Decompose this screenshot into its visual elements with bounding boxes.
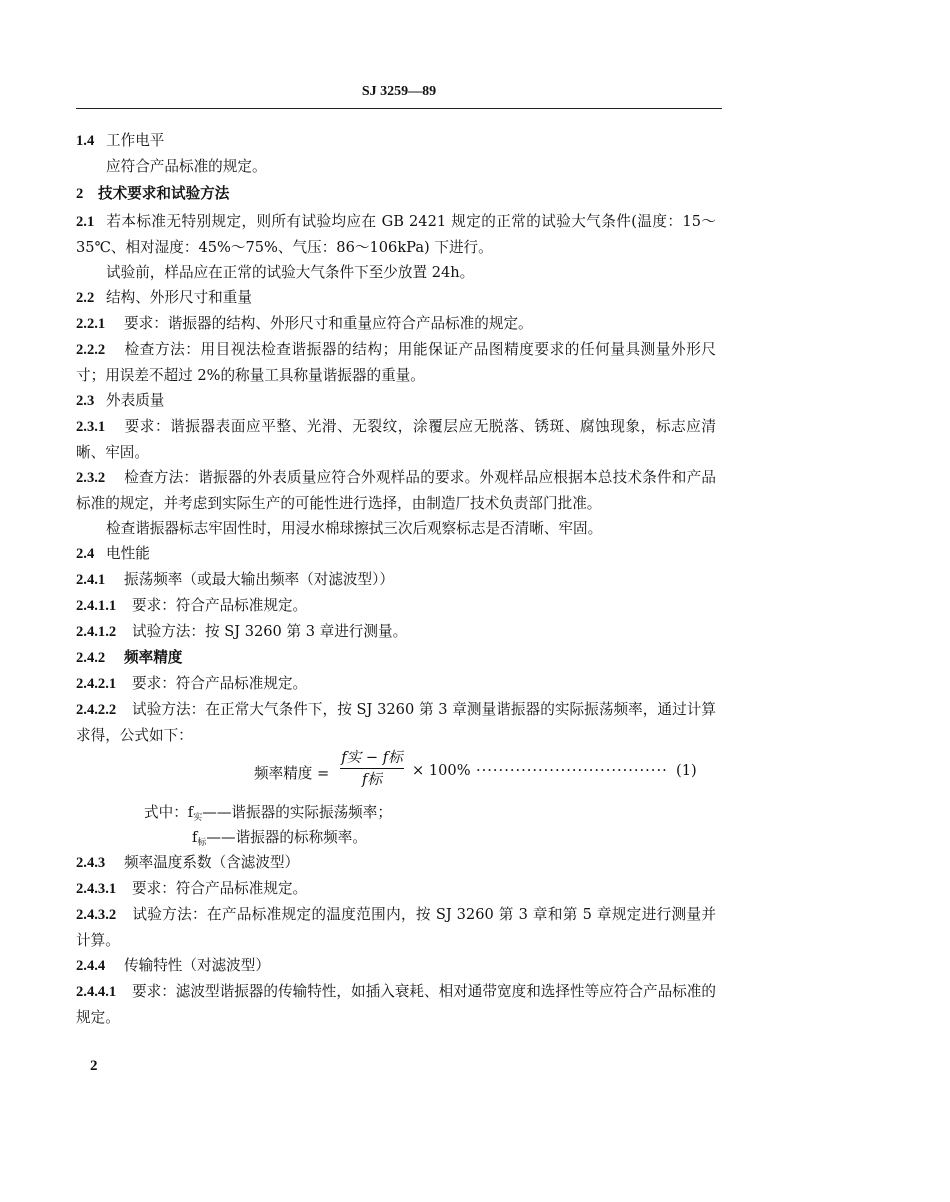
section-2-4-heading: 2.4 电性能 <box>76 545 150 562</box>
section-2-2-1-text: 2.2.1 要求：谐振器的结构、外形尺寸和重量应符合产品标准的规定。 <box>76 315 533 332</box>
section-2-4-3-2-text: 2.4.3.2 试验方法：在产品标准规定的温度范围内，按 SJ 3260 第 3 章和第 5 章规定进行测量并计算。 <box>76 906 716 949</box>
section-2-2-2-text: 2.2.2 检查方法：用目视法检查谐振器的结构；用能保证产品图精度要求的任何量具测量外形尺寸；用误差不超过 2%的称量工具称量谐振器的重量。 <box>76 341 716 384</box>
section-2-4-2-heading: 2.4.2 频率精度 <box>76 649 183 666</box>
section-2-4-3-1-text: 2.4.3.1 要求：符合产品标准规定。 <box>76 880 308 897</box>
section-2-4-4-1-text: 2.4.4.1 要求：滤波型谐振器的传输特性，如插入衰耗、相对通带宽度和选择性等应符合产品标准的规定。 <box>76 983 716 1026</box>
document-body <box>76 128 716 1030</box>
section-2-4-2-2-text: 2.4.2.2 试验方法：在正常大气条件下，按 SJ 3260 第 3 章测量谐振器的实际振荡频率，通过计算求得，公式如下： <box>76 701 716 744</box>
section-2-3-2-text2: 检查谐振器标志牢固性时，用浸水棉球擦拭三次后观察标志是否清晰、牢固。 <box>106 520 603 537</box>
page-number: 2 <box>90 1058 98 1074</box>
formula-variable-definitions <box>76 800 716 850</box>
section-2-4-1-2-text: 2.4.1.2 试验方法：按 SJ 3260 第 3 章进行测量。 <box>76 623 408 640</box>
variable-definition-nominal: $f_标——$谐振器的标称频率。 <box>192 829 367 848</box>
section-2-1-text: 2.1 若本标准无特别规定，则所有试验均应在 GB 2421 规定的正常的试验大气条件(温度：15～35℃、相对湿度：45%～75%、气压：86～106kPa) 下进行。 <box>76 213 716 256</box>
formula-denominator: f标 <box>362 771 382 788</box>
formula-leader-dots: ·································· <box>476 762 668 779</box>
section-2-4-2-1-text: 2.4.2.1 要求：符合产品标准规定。 <box>76 675 308 692</box>
section-2-4-3-heading: 2.4.3 频率温度系数（含滤波型） <box>76 854 300 871</box>
formula-lhs: 频率精度 = <box>254 765 330 782</box>
formula-fraction <box>340 748 404 791</box>
formula-equation-number: (1) <box>676 762 697 779</box>
section-2-4-1-1-text: 2.4.1.1 要求：符合产品标准规定。 <box>76 597 308 614</box>
header-rule <box>76 108 722 109</box>
section-2-3-1-text: 2.3.1 要求：谐振器表面应平整、光滑、无裂纹，涂覆层应无脱落、锈斑、腐蚀现象，标志应清晰、牢固。 <box>76 418 716 461</box>
section-2-2-heading: 2.2 结构、外形尺寸和重量 <box>76 289 252 306</box>
section-2-3-heading: 2.3 外表质量 <box>76 392 165 409</box>
formula-rhs: × 100% <box>412 762 471 779</box>
section-1-4-text: 应符合产品标准的规定。 <box>106 158 267 175</box>
section-2-3-2-text: 2.3.2 检查方法：谐振器的外表质量应符合外观样品的要求。外观样品应根据本总技术条件和产品标准的规定，并考虑到实际生产的可能性进行选择，由制造厂技术负责部门批准。 <box>76 469 716 512</box>
variable-definition-measured: 式中：$f_实——$谐振器的实际振荡频率； <box>144 804 392 823</box>
section-2-heading: 2 技术要求和试验方法 <box>76 185 230 202</box>
section-1-4-heading: 1.4 工作电平 <box>76 132 165 149</box>
formula-numerator: f实 − f标 <box>340 748 404 769</box>
section-2-1-text2: 试验前，样品应在正常的试验大气条件下至少放置 24h。 <box>106 264 475 281</box>
section-2-4-4-heading: 2.4.4 传输特性（对滤波型） <box>76 957 270 974</box>
frequency-accuracy-formula <box>76 748 716 800</box>
standard-code-header: SJ 3259—89 <box>361 84 437 99</box>
section-2-4-1-heading: 2.4.1 振荡频率（或最大输出频率（对滤波型）） <box>76 571 394 588</box>
